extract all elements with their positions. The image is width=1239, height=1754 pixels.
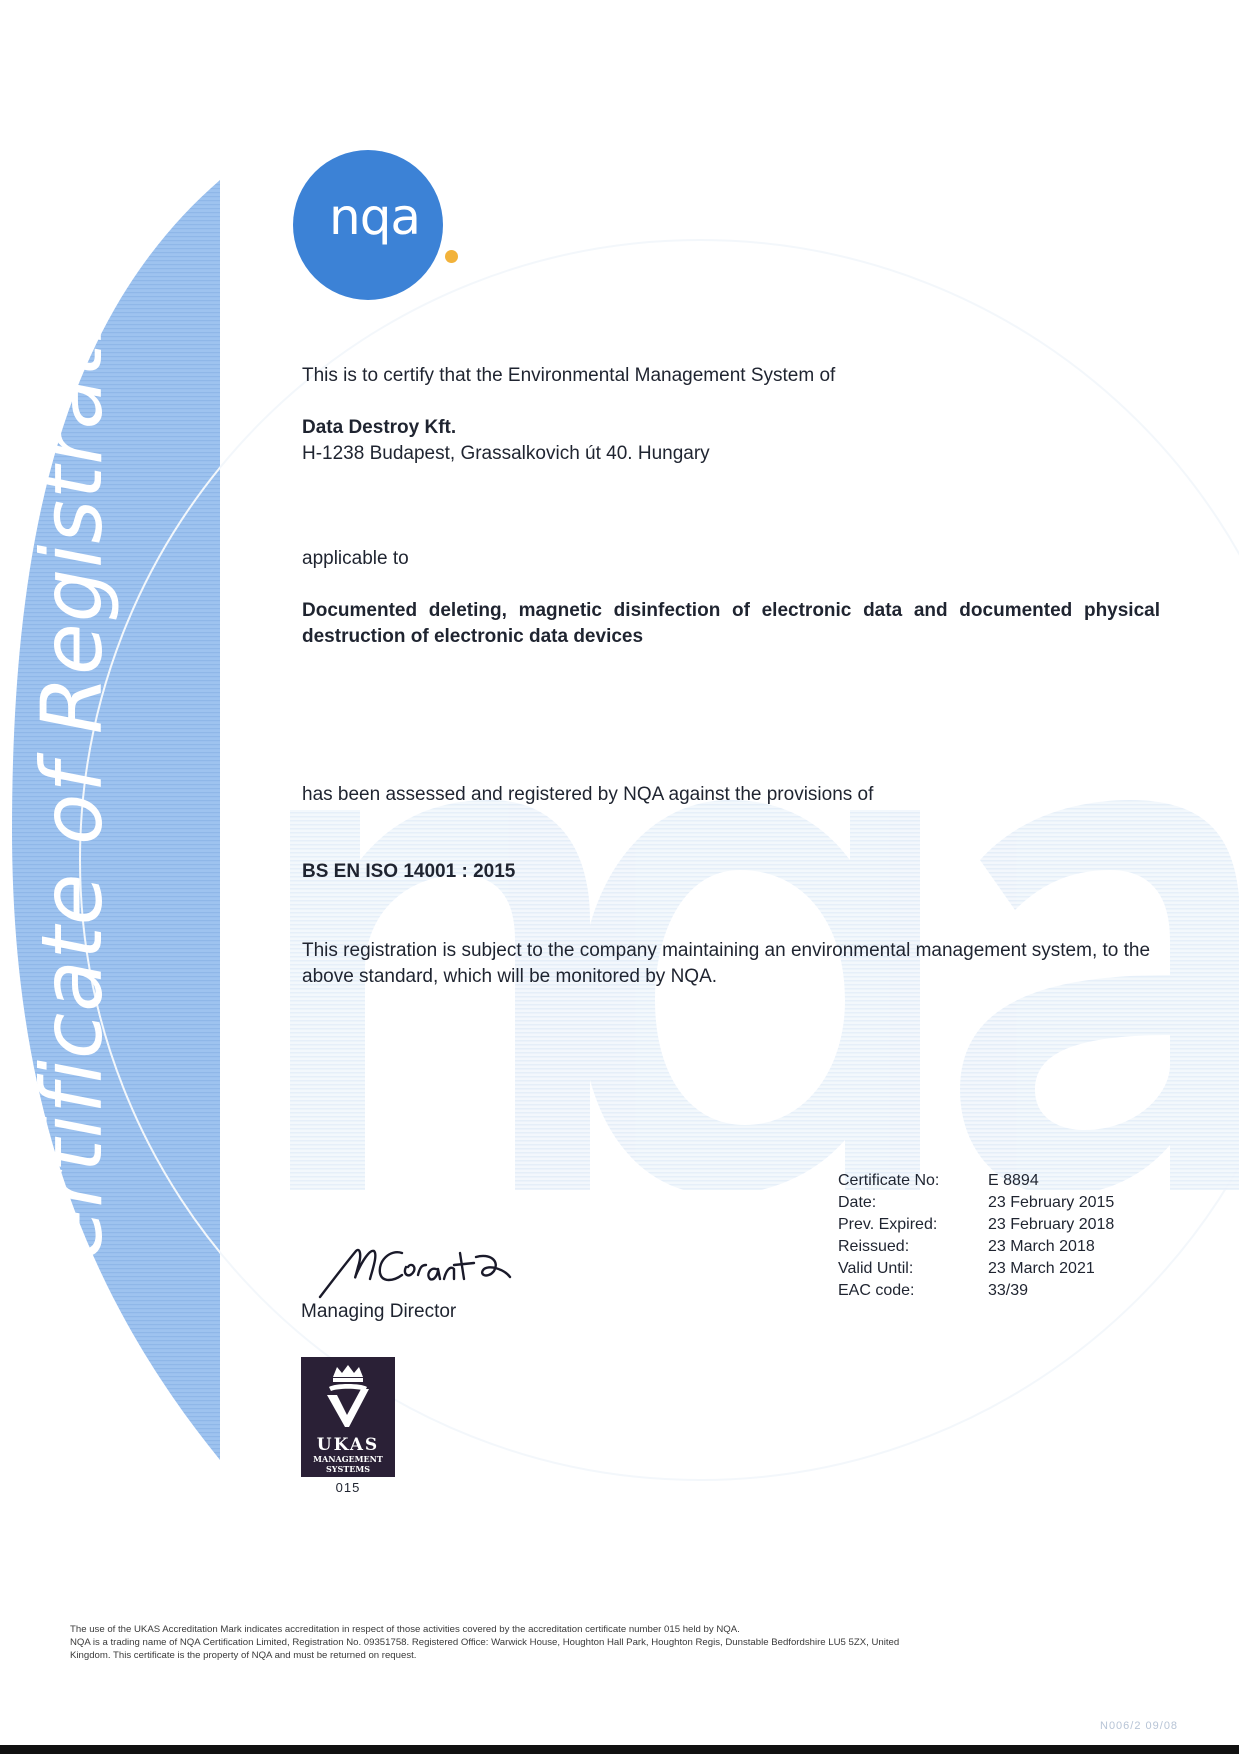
detail-label: Certificate No:: [838, 1172, 940, 1189]
footer-text: [70, 1623, 1170, 1662]
ukas-number: 015: [335, 1480, 361, 1495]
subject-text: This registration is subject to the company maintaining an environmental management system, to the above standard, which will be monitored by NQA.: [302, 940, 1151, 987]
footer-line: Kingdom. This certificate is the property of NQA and must be returned on request.: [70, 1650, 417, 1661]
assessed-text: has been assessed and registered by NQA against the provisions of: [302, 784, 874, 805]
detail-label: Valid Until:: [838, 1260, 914, 1277]
crown-tick-icon: [323, 1363, 373, 1429]
detail-value: 23 February 2015: [988, 1194, 1115, 1211]
form-code: N006/2 09/08: [1100, 1720, 1179, 1732]
footer-line: The use of the UKAS Accreditation Mark indicates accreditation in respect of those activities covered by the accreditation certificate number 015 held by NQA.: [70, 1624, 740, 1635]
company-address: H-1238 Budapest, Grassalkovich út 40. Hungary: [302, 443, 710, 464]
certificate-details: [838, 1170, 1114, 1302]
detail-value: 23 March 2018: [988, 1238, 1095, 1255]
detail-row: [838, 1170, 1114, 1192]
ukas-line2: SYSTEMS: [326, 1464, 370, 1474]
ukas-line1: MANAGEMENT: [313, 1454, 383, 1464]
ukas-word: UKAS: [316, 1435, 380, 1455]
logo-dot-icon: [445, 250, 458, 263]
detail-label: Prev. Expired:: [838, 1216, 938, 1233]
detail-label: Date:: [838, 1194, 877, 1211]
intro-text: This is to certify that the Environmental Management System of: [302, 365, 836, 386]
detail-value: 33/39: [988, 1282, 1029, 1299]
detail-row: [838, 1236, 1114, 1258]
signature-image: [318, 1235, 518, 1305]
ukas-mark: [301, 1357, 395, 1477]
scan-edge: [0, 1745, 1239, 1754]
standard-title: BS EN ISO 14001 : 2015: [302, 861, 516, 882]
detail-row: [838, 1258, 1114, 1280]
side-title: Certificate of Registration: [23, 211, 121, 1320]
detail-label: EAC code:: [838, 1282, 915, 1299]
detail-row: [838, 1280, 1114, 1302]
nqa-watermark: [290, 800, 1239, 1190]
detail-value: 23 February 2018: [988, 1216, 1115, 1233]
detail-value: E 8894: [988, 1172, 1039, 1189]
nqa-logo: [293, 150, 443, 300]
detail-row: [838, 1214, 1114, 1236]
footer-line: NQA is a trading name of NQA Certification Limited, Registration No. 09351758. Registered Office: Warwick House, Houghton Hall Park, Houghton Regis, Dunstable Bedfordshire LU5 5ZX, United: [70, 1637, 900, 1648]
applicable-label: applicable to: [302, 548, 409, 569]
signature-title: Managing Director: [301, 1301, 457, 1322]
detail-label: Reissued:: [838, 1238, 910, 1255]
company-name: Data Destroy Kft.: [302, 417, 457, 438]
detail-row: [838, 1192, 1114, 1214]
detail-value: 23 March 2021: [988, 1260, 1095, 1277]
scope-text: Documented deleting, magnetic disinfection of electronic data and documented physical destruction of electronic data devices: [302, 600, 1160, 647]
logo-text: nqa: [329, 188, 421, 246]
